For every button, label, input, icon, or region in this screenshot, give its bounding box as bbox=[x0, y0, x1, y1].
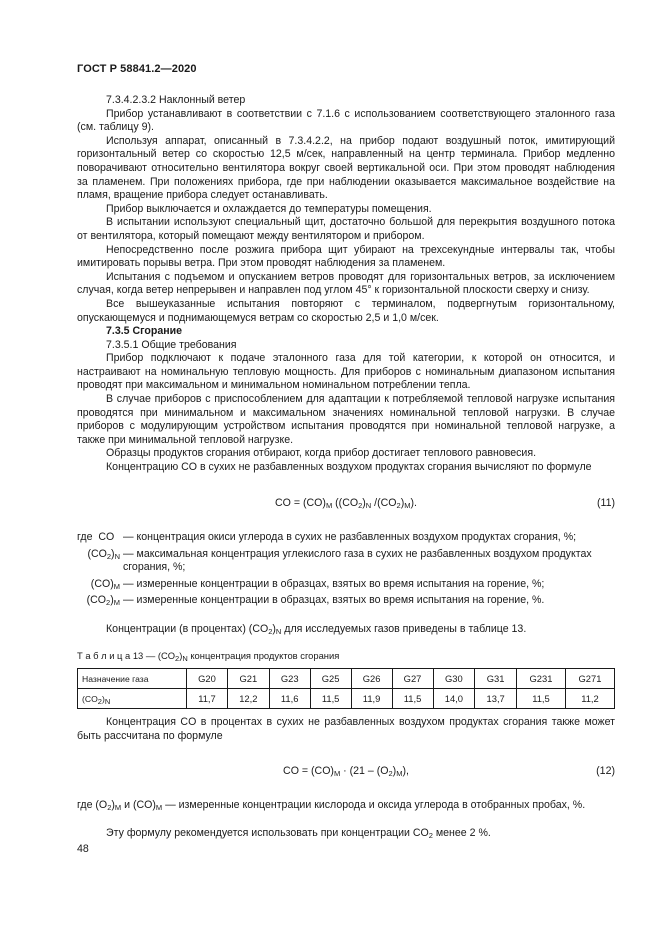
formula-definitions bbox=[77, 531, 615, 611]
table-intro: Концентрации (в процентах) $(CO_2)_N$ для исследуемых газов приведены в таблице 13. bbox=[106, 623, 527, 636]
value-cell: 14,0 bbox=[433, 689, 475, 709]
value-cell: 11,6 bbox=[269, 689, 310, 709]
formula-12-expression: CO = $(CO)_M \cdot (21 - (O_2)_M)$, bbox=[283, 765, 409, 778]
main-text-block bbox=[77, 94, 615, 475]
value-cell: 11,9 bbox=[351, 689, 392, 709]
paragraph: Непосредственно после розжига прибора щит убирают на трехсекундные интервалы так, чтобы имитировать порывы ветра. При этом проводят наблюдения за пламенем. bbox=[77, 243, 615, 270]
definition-row: $(CO_2)_N$ — максимальная концентрация углекислого газа в сухих не разбавленных воздухом продуктах сгорания, %; bbox=[87, 547, 592, 574]
gas-cell: G25 bbox=[310, 669, 351, 689]
paragraph: Концентрация CO в процентах в сухих не разбавленных воздухом продуктах сгорания также может быть рассчитана по формуле bbox=[77, 716, 615, 742]
formula-11-number: (11) bbox=[596, 497, 615, 509]
table-row-label: $(CO_2)_N$ bbox=[78, 689, 187, 709]
value-cell: 12,2 bbox=[227, 689, 269, 709]
formula-12-definitions: где $(O_2)_M$ и $(CO)_M$ — измеренные концентрации кислорода и оксида углерода в отобранных пробах, %. bbox=[77, 799, 586, 812]
table-13-title: Т а б л и ц а 13 — $(CO_2)_N$ концентрация продуктов сгорания bbox=[77, 650, 340, 663]
formula-11-expression: CO = $(CO)_M$ ($(CO_2)_N$ $/(CO_2)_M$). bbox=[275, 497, 417, 510]
section-heading: 7.3.5 Сгорание bbox=[106, 325, 183, 338]
text-block-2 bbox=[77, 716, 615, 743]
gas-cell: G231 bbox=[517, 669, 566, 689]
paragraph: Испытания с подъемом и опусканием ветров проводят для горизонтальных ветров, за исключением случая, когда ветер непрерывен и направлен под углом 45° к горизонтальной плоскости сверху и снизу. bbox=[77, 270, 615, 297]
value-cell: 11,2 bbox=[565, 689, 614, 709]
table-row bbox=[78, 689, 615, 709]
gas-cell: G26 bbox=[351, 669, 392, 689]
paragraph: В случае приборов с приспособлением для адаптации к потребляемой тепловой нагрузке испытания проводятся при минимальном и максимальном значениях номинальной тепловой нагрузки. В случае приборов с модулирующим устройством испытания проводятся при номинальной тепловой нагрузке, а также при минимальной тепловой нагрузке. bbox=[77, 393, 615, 446]
clause-title: 7.3.4.2.3.2 Наклонный ветер bbox=[106, 94, 246, 106]
paragraph: Прибор выключается и охлаждается до температуры помещения. bbox=[106, 202, 432, 215]
document-header: ГОСТ Р 58841.2—2020 bbox=[77, 63, 197, 75]
paragraph: Концентрацию CO в сухих не разбавленных воздухом продуктах сгорания вычисляют по формуле bbox=[106, 461, 592, 474]
paragraph: Используя аппарат, описанный в 7.3.4.2.2, на прибор подают воздушный поток, имитирующий горизонтальный ветер со скоростью 12,5 м/сек, направленный на центр терминала. Прибор медленно поворачивают относительно вентилятора вокруг своей вертикальной оси. При этом проводят наблюдения за пламенем. При положениях прибора, где при наблюдении оказывается максимальное воздействие на пламя, вращение прибора следует останавливать. bbox=[77, 134, 615, 202]
formula-11 bbox=[77, 497, 615, 511]
table-row bbox=[78, 669, 615, 689]
paragraph: Все вышеуказанные испытания повторяют с терминалом, подвергнутым горизонтальному, опускающемуся и поднимающемуся ветрам со скоростью 2,5 и 1,0 м/сек. bbox=[77, 297, 615, 324]
gas-cell: G23 bbox=[269, 669, 310, 689]
value-cell: 11,5 bbox=[310, 689, 351, 709]
gas-cell: G271 bbox=[565, 669, 614, 689]
value-cell: 13,7 bbox=[475, 689, 517, 709]
table-13 bbox=[77, 668, 615, 709]
gas-cell: G30 bbox=[433, 669, 475, 689]
gas-cell: G21 bbox=[227, 669, 269, 689]
value-cell: 11,7 bbox=[187, 689, 228, 709]
formula-12-number: (12) bbox=[596, 765, 615, 777]
paragraph: Прибор устанавливают в соответствии с 7.1.6 с использованием соответствующего эталонного газа (см. таблицу 9). bbox=[77, 107, 615, 134]
formula-12 bbox=[77, 765, 615, 779]
subsection-title: 7.3.5.1 Общие требования bbox=[106, 338, 237, 351]
table-row-label: Назначение газа bbox=[78, 669, 187, 689]
recommendation: Эту формулу рекомендуется использовать при концентрации $CO_2$ менее 2 %. bbox=[106, 827, 491, 840]
paragraph: Прибор подключают к подаче эталонного газа для той категории, к которой он относится, и настраивают на номинальную тепловую мощность. Для приборов с номинальным диапазоном испытания проводят при максимальном и минимальном номинальном потреблении тепла. bbox=[77, 352, 615, 392]
page-number: 48 bbox=[77, 843, 89, 855]
gas-cell: G27 bbox=[392, 669, 433, 689]
definition-row: $(CO)_M$ — измеренные концентрации в образцах, взятых во время испытания на горение, %; bbox=[90, 577, 545, 591]
value-cell: 11,5 bbox=[392, 689, 433, 709]
gas-cell: G31 bbox=[475, 669, 517, 689]
value-cell: 11,5 bbox=[517, 689, 566, 709]
definition-row: где CO — концентрация окиси углерода в сухих не разбавленных воздухом продуктах сгорания, %; bbox=[77, 531, 577, 543]
paragraph: Образцы продуктов сгорания отбирают, когда прибор достигает теплового равновесия. bbox=[106, 447, 537, 460]
paragraph: В испытании используют специальный щит, достаточно большой для перекрытия воздушного потока от вентилятора, который помещают между вентилятором и прибором. bbox=[77, 216, 615, 242]
gas-cell: G20 bbox=[187, 669, 228, 689]
definition-row: $(CO_2)_M$ — измеренные концентрации в образцах, взятых во время испытания на горение, %. bbox=[86, 594, 545, 608]
